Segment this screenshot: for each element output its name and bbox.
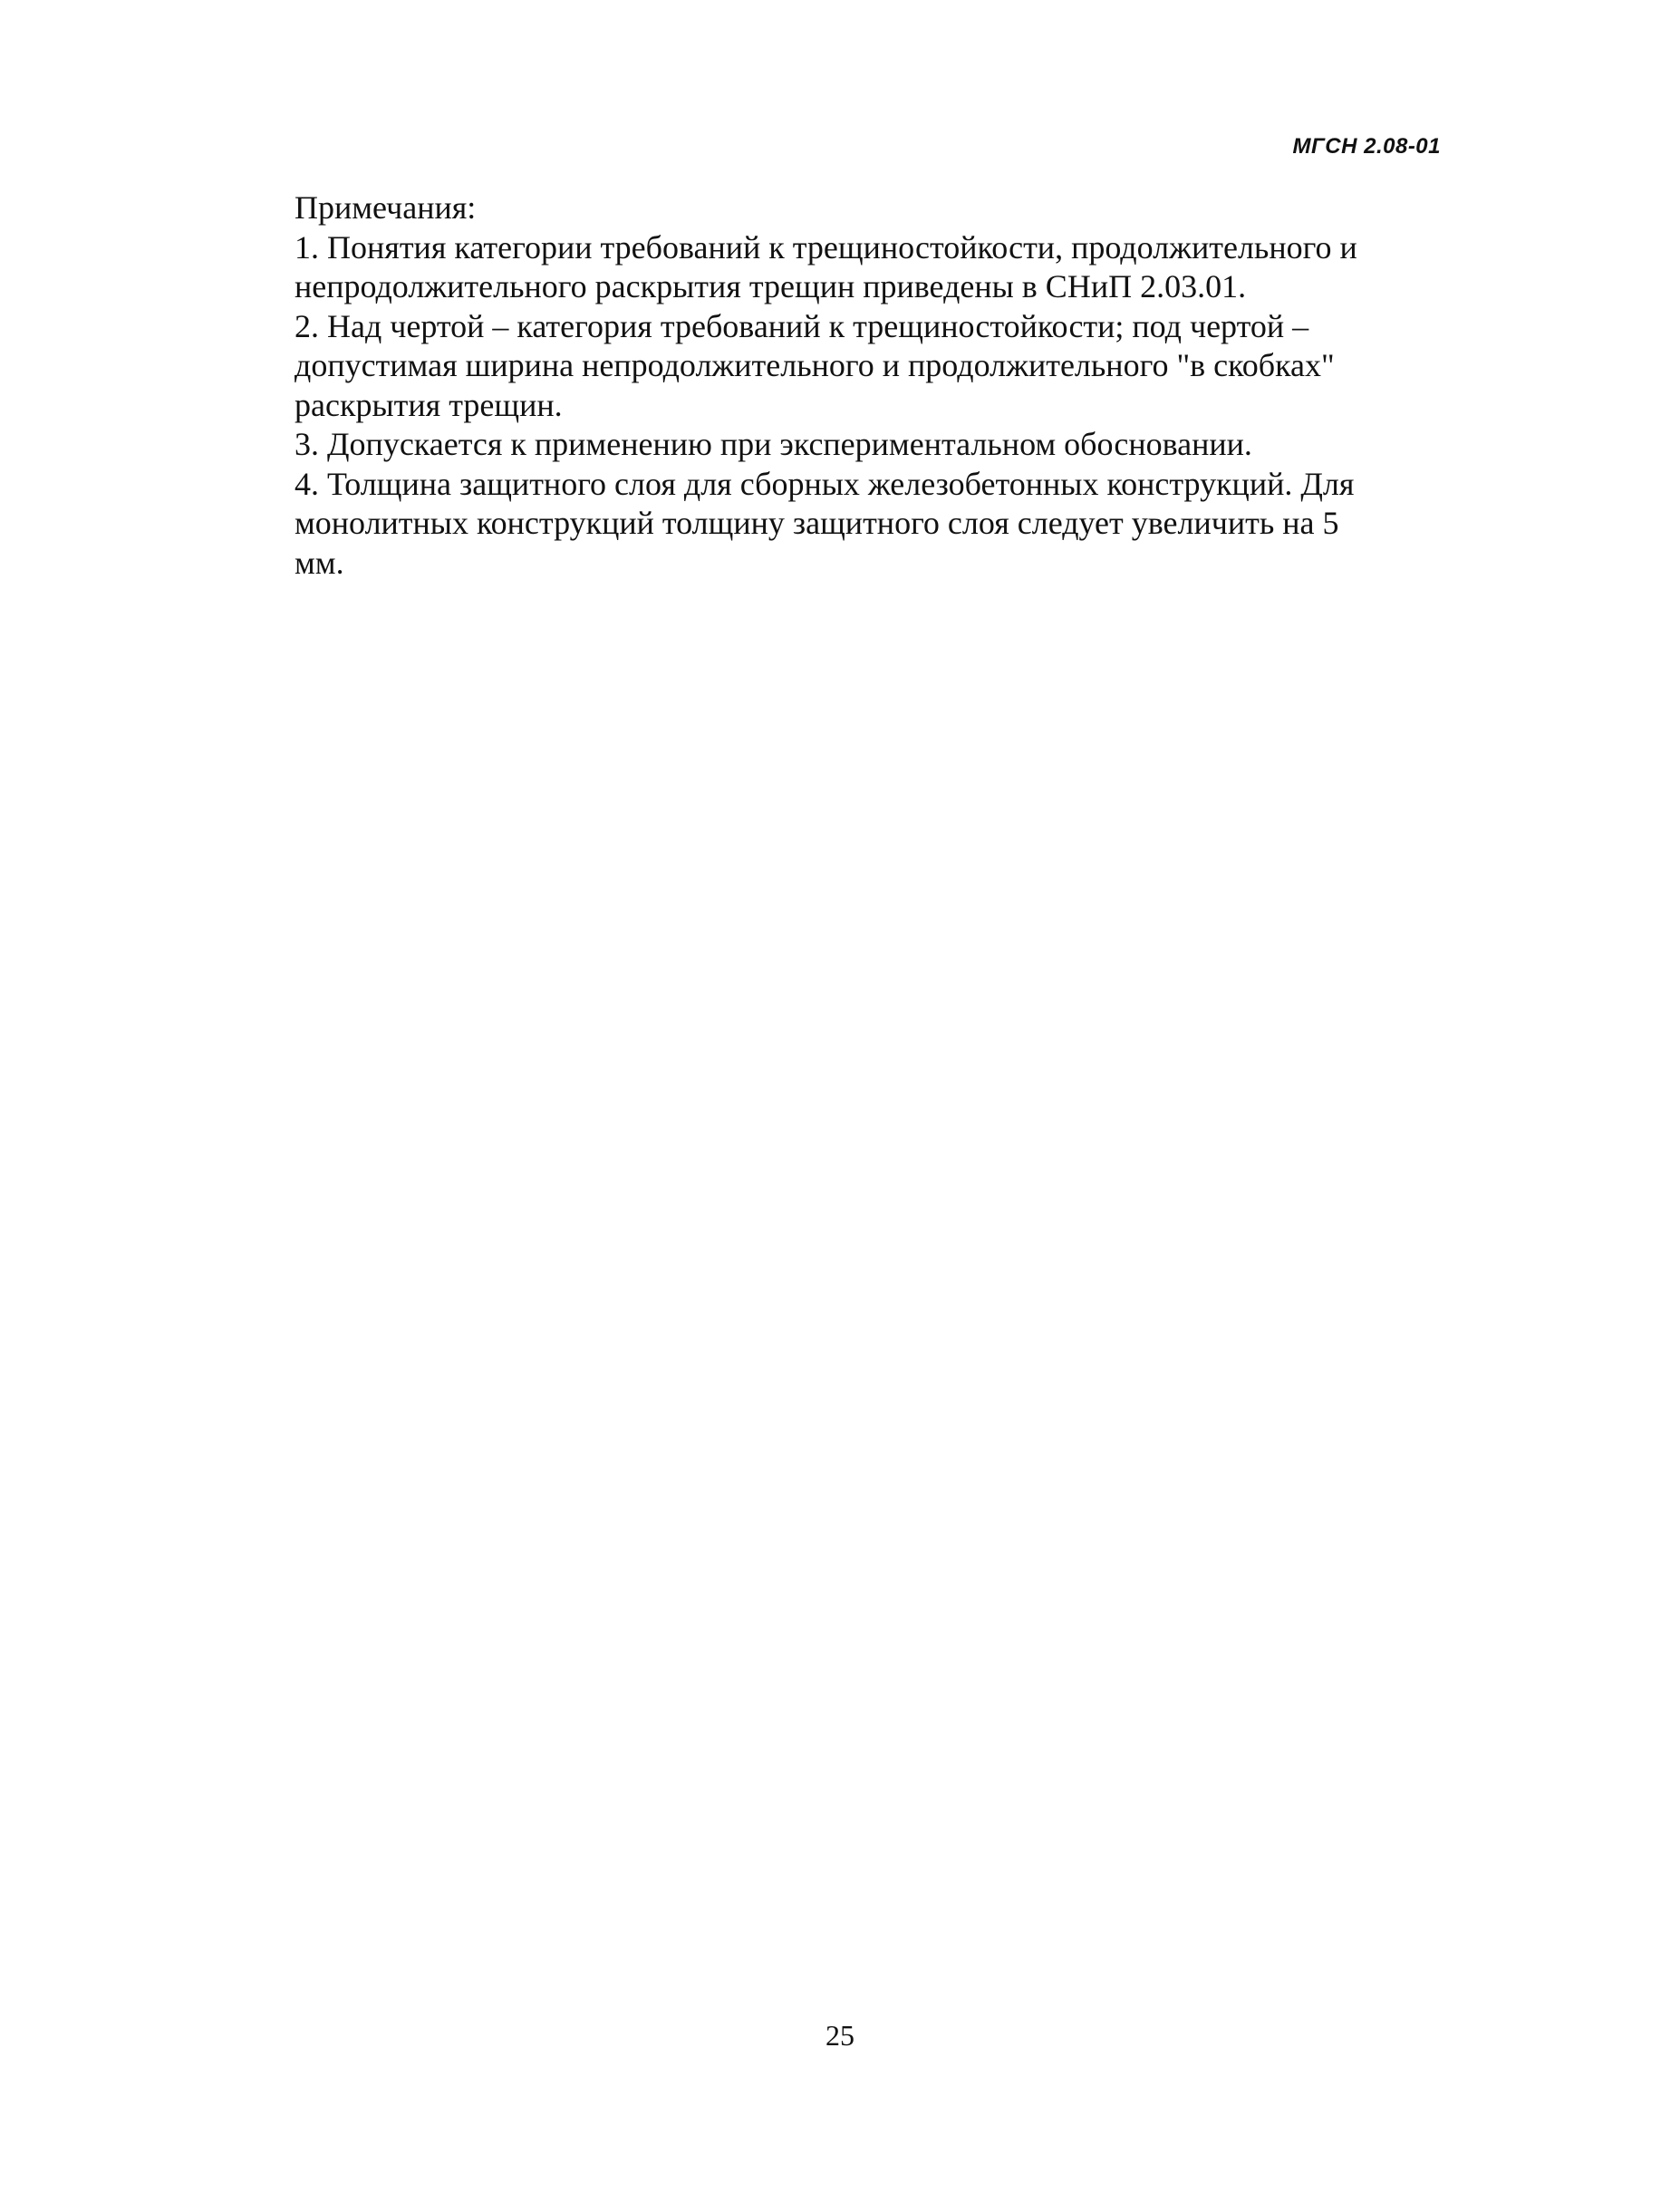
note-line: 4. Толщина защитного слоя для сборных железобетонных конструкций. Для <box>294 465 1355 502</box>
note-line: монолитных конструкций толщину защитного слоя следует увеличить на 5 <box>294 505 1339 541</box>
notes-heading: Примечания: <box>294 189 477 226</box>
note-line: 1. Понятия категории требований к трещиностойкости, продолжительного и <box>294 228 1357 266</box>
note-line: 2. Над чертой – категория требований к трещиностойкости; под чертой – <box>294 307 1309 344</box>
note-line: мм. <box>294 544 344 581</box>
note-line: 3. Допускается к применению при экспериментальном обосновании. <box>294 426 1252 462</box>
document-code: МГСН 2.08-01 <box>1292 134 1441 159</box>
notes-section <box>294 188 1445 583</box>
note-line: непродолжительного раскрытия трещин приведены в СНиП 2.03.01. <box>294 268 1247 304</box>
note-line: допустимая ширина непродолжительного и продолжительного "в скобках" <box>294 347 1335 383</box>
note-line: раскрытия трещин. <box>294 386 563 423</box>
page-number: 25 <box>826 2019 854 2052</box>
